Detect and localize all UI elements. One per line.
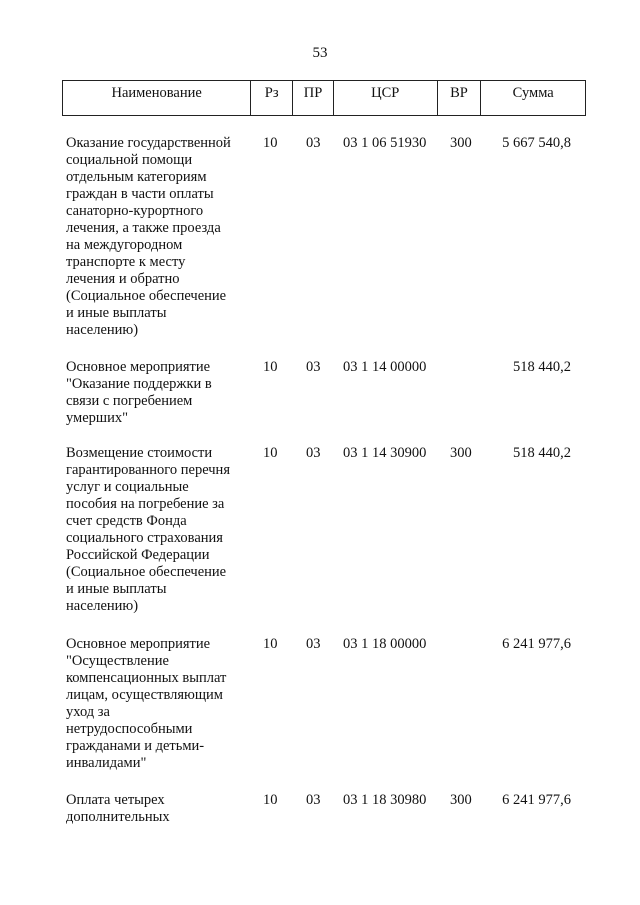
- row-pr: 03: [306, 359, 321, 375]
- page-number: 53: [312, 45, 328, 61]
- row-sum: 518 440,2: [513, 359, 571, 375]
- row-pr: 03: [306, 792, 321, 808]
- row-name: Основное мероприятие "Оказание поддержки в связи с погребением умерших": [66, 359, 212, 426]
- row-name: Возмещение стоимости гарантированного перечня услуг и социальные пособия на погребение за счет средств Фонда социального страхования Российской Федерации (Социальное обеспечение и иные выплаты населению): [66, 445, 230, 614]
- row-vr: 300: [450, 135, 472, 151]
- row-rz: 10: [263, 636, 278, 652]
- row-pr: 03: [306, 445, 321, 461]
- row-vr: 300: [450, 445, 472, 461]
- row-csr: 03 1 06 51930: [343, 135, 427, 151]
- row-sum: 6 241 977,6: [502, 636, 571, 652]
- row-name: Оказание государственной социальной помощи отдельным категориям граждан в части оплаты санаторно-курортного лечения, а также проезда на междугородном транспорте к месту лечения и обратно (Социальное обеспечение и иные выплаты населению): [66, 135, 231, 338]
- row-csr: 03 1 14 30900: [343, 445, 427, 461]
- row-csr: 03 1 18 30980: [343, 792, 427, 808]
- row-pr: 03: [306, 135, 321, 151]
- row-sum: 6 241 977,6: [502, 792, 571, 808]
- header-pr: ПР: [293, 81, 334, 115]
- row-vr: 300: [450, 792, 472, 808]
- row-csr: 03 1 18 00000: [343, 636, 427, 652]
- row-name: Оплата четырех дополнительных: [66, 792, 170, 825]
- row-rz: 10: [263, 445, 278, 461]
- row-csr: 03 1 14 00000: [343, 359, 427, 375]
- header-vr: ВР: [438, 81, 482, 115]
- header-csr: ЦСР: [334, 81, 438, 115]
- header-rz: Рз: [251, 81, 293, 115]
- row-rz: 10: [263, 359, 278, 375]
- header-sum: Сумма: [512, 85, 554, 101]
- row-rz: 10: [263, 135, 278, 151]
- table-header: [62, 80, 586, 116]
- row-pr: 03: [306, 636, 321, 652]
- row-rz: 10: [263, 792, 278, 808]
- row-sum: 5 667 540,8: [502, 135, 571, 151]
- header-name: Наименование: [63, 81, 251, 115]
- row-name: Основное мероприятие "Осуществление компенсационных выплат лицам, осуществляющим уход за нетрудоспособными гражданами и детьми- инвалидами": [66, 636, 227, 771]
- row-sum: 518 440,2: [513, 445, 571, 461]
